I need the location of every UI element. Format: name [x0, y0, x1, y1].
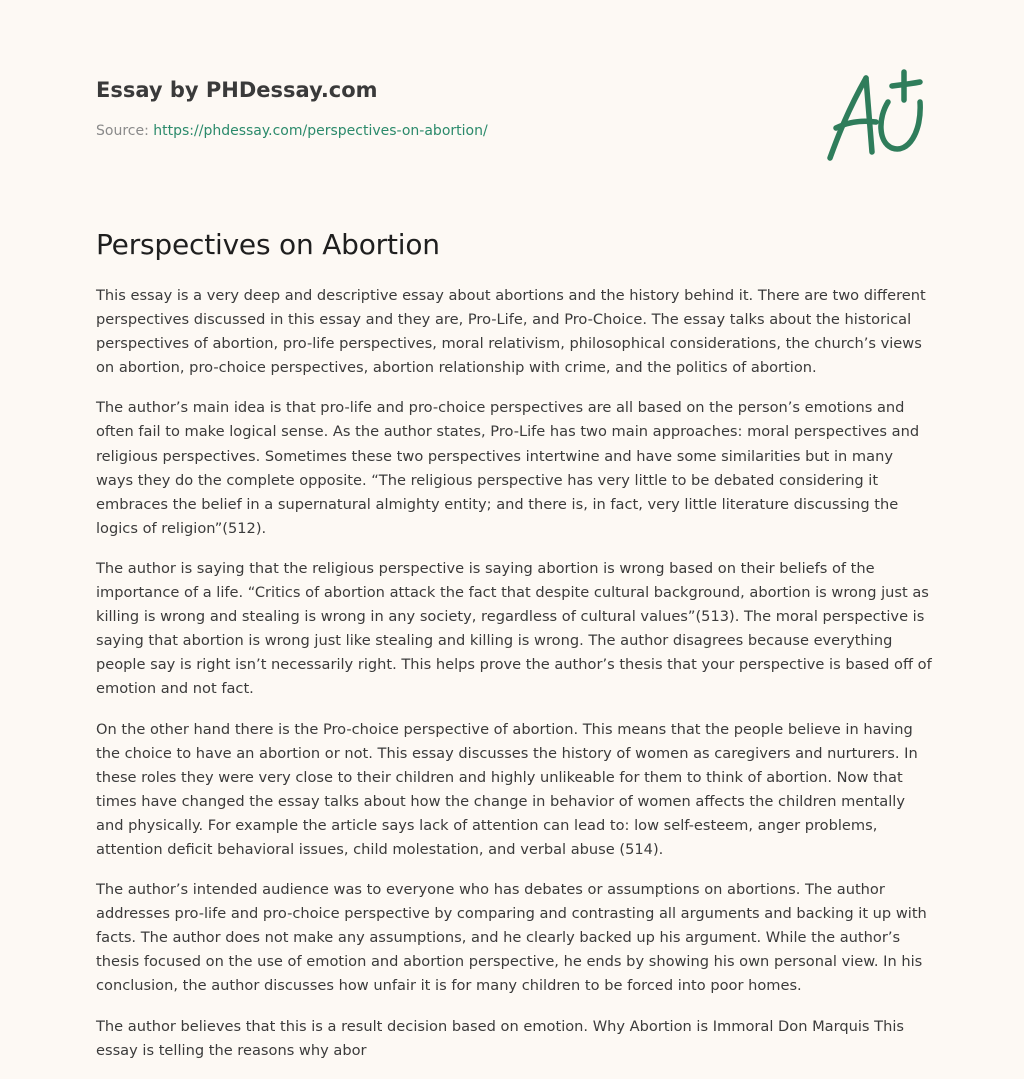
page-header — [96, 74, 796, 142]
essay-paragraph: This essay is a very deep and descriptive essay about abortions and the history behind it. There are two different perspectives discussed in this essay and they are, Pro-Life, and Pro-Choice. The essay talks about the historical perspectives of abortion, pro-life perspectives, moral relativism, philosophical considerations, the church’s views on abortion, pro-choice perspectives, abortion relationship with crime, and the politics of abortion. — [96, 287, 926, 377]
essay-paragraph: The author believes that this is a result decision based on emotion. Why Abortion is Immoral Don Marquis This essay is telling the reasons why abor — [96, 1017, 904, 1059]
essay-paragraph: The author’s main idea is that pro-life and pro-choice perspectives are all based on the person’s emotions and often fail to make logical sense. As the author states, Pro-Life has two main approaches: moral perspectives and religious perspectives. Sometimes these two perspectives intertwine and have some similarities but in many ways they do the complete opposite. “The religious perspective has very little to be debated considering it embraces the belief in a supernatural almighty entity; and there is, in fact, very little literature discussing the logics of religion”(512). — [96, 399, 920, 537]
source-line — [96, 120, 796, 142]
source-link[interactable]: https://phdessay.com/perspectives-on-abortion/ — [153, 123, 488, 139]
source-label: Source: — [96, 123, 154, 139]
essay-body — [96, 284, 932, 1079]
a-plus-grade-icon — [822, 66, 930, 166]
essay-paragraph: On the other hand there is the Pro-choice perspective of abortion. This means that the people believe in having the choice to have an abortion or not. This essay discusses the history of women as caregivers and nurturers. In these roles they were very close to their children and highly unlikeable for them to think of abortion. Now that times have changed the essay talks about how the change in behavior of women affects the children mentally and physically. For example the article says lack of attention can lead to: low self-esteem, anger problems, attention deficit behavioral issues, child molestation, and verbal abuse (514). — [96, 720, 918, 858]
brand-title: Essay by PHDessay.com — [96, 78, 378, 102]
essay-paragraph: The author’s intended audience was to everyone who has debates or assumptions on abortions. The author addresses pro-life and pro-choice perspective by comparing and contrasting all arguments and backing it up with facts. The author does not make any assumptions, and he clearly backed up his argument. While the author’s thesis focused on the use of emotion and abortion perspective, he ends by showing his own personal view. In his conclusion, the author discusses how unfair it is for many children to be forced into poor homes. — [96, 881, 927, 995]
essay-title: Perspectives on Abortion — [96, 228, 440, 261]
essay-paragraph: The author is saying that the religious perspective is saying abortion is wrong based on their beliefs of the importance of a life. “Critics of abortion attack the fact that despite cultural background, abortion is wrong just as killing is wrong and stealing is wrong in any society, regardless of cultural values”(513). The moral perspective is saying that abortion is wrong just like stealing and killing is wrong. The author disagrees because everything people say is right isn’t necessarily right. This helps prove the author’s thesis that your perspective is based off of emotion and not fact. — [96, 559, 932, 698]
